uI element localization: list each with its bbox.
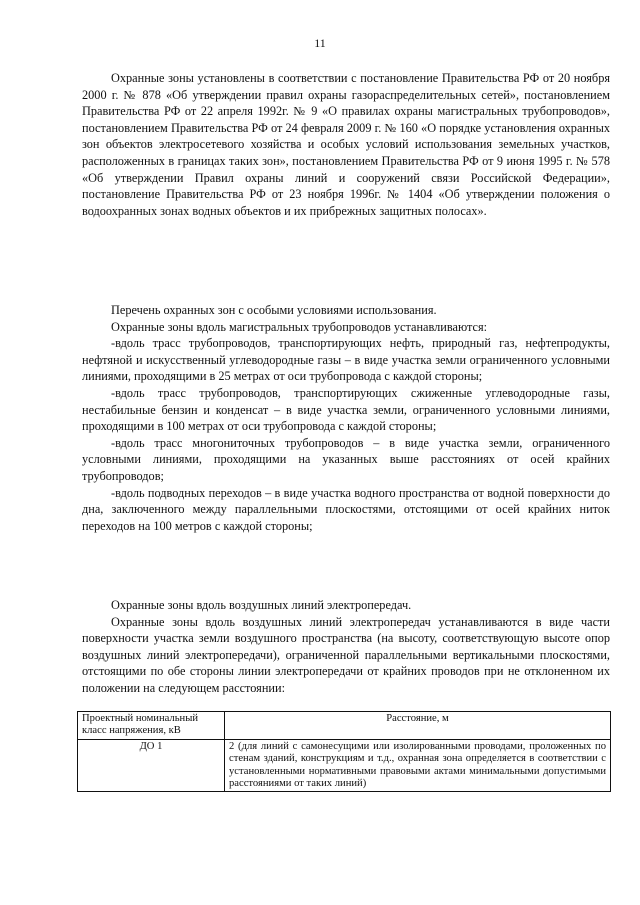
cell-voltage-class: ДО 1	[78, 739, 225, 792]
header-distance: Расстояние, м	[225, 712, 611, 740]
pipeline-zone-item: -вдоль трасс многониточных трубопроводов – в виде участка земли, ограниченного условными линиями, проходящими на указанных выше расстояниях от осей крайних трубопроводов;	[82, 435, 610, 483]
zones-list-heading: Перечень охранных зон с особыми условиями использования.	[111, 303, 437, 317]
legal-basis-paragraph: Охранные зоны установлены в соответствии с постановление Правительства РФ от 20 ноября 2000 г. № 878 «Об утверждении правил охраны газораспределительных сетей», постановлением Правительства РФ от 22 апреля 1992г. № 9 «О правилах охраны магистральных трубопроводов», постановлением Правительства РФ от 24 февраля 2009 г. № 160 «О порядке установления охранных зон объектов электросетевого хозяйства и особых условий использования земельных участков, расположенных в границах таких зон», постановлением Правительства РФ от 9 июня 1995 г. № 578 «Об утверждении Правил охраны линий и сооружений связи Российской Федерации», постановление Правительства РФ от 23 ноября 1996г. № 1404 «Об утверждении положения о водоохранных зонах водных объектов и их прибрежных защитных полосах».	[82, 71, 610, 218]
page-number: 11	[314, 36, 326, 50]
cell-distance: 2 (для линий с самонесущими или изолированными проводами, проложенных по стенам зданий, конструкциям и т.д., охранная зона определяется в соответствии с установленными нормативными правовыми актами минимальными допустимыми расстояниями от таких линий)	[225, 739, 611, 792]
pipeline-zones-intro: Охранные зоны вдоль магистральных трубопроводов устанавливаются:	[111, 319, 488, 334]
power-line-zones-section	[82, 597, 610, 697]
header-voltage-class: Проектный номинальный класс напряжения, кВ	[78, 712, 225, 740]
table-row	[78, 739, 611, 792]
distance-table	[77, 711, 611, 792]
pipeline-zone-item: -вдоль трасс трубопроводов, транспортирующих нефть, природный газ, нефтепродукты, нефтяной и искусственный углеводородные газы – в виде участка земли ограниченного условными линиями, проходящими в 25 метрах от оси трубопровода с каждой стороны;	[82, 336, 610, 384]
table-header-row	[78, 712, 611, 740]
pipeline-zone-item: -вдоль подводных переходов – в виде участка водного пространства от водной поверхности до дна, заключенного между параллельными плоскостями, отстоящими от осей крайних ниток переходов на 100 метров с каждой стороны;	[82, 485, 610, 533]
pipeline-zones-section	[82, 302, 610, 534]
power-line-zones-heading: Охранные зоны вдоль воздушных линий электропередач.	[111, 598, 412, 612]
legal-basis-section	[82, 70, 610, 219]
power-line-zones-paragraph: Охранные зоны вдоль воздушных линий электропередач устанавливаются в виде части поверхности участка земли воздушного пространства (на высоту, соответствующую высоте опор воздушных линий электропередачи), ограниченной параллельными вертикальными плоскостями, отстоящими по обе стороны линии электропередачи от крайних проводов при не отклоненном их положении на следующем расстоянии:	[82, 614, 610, 695]
pipeline-zone-item: -вдоль трасс трубопроводов, транспортирующих сжиженные углеводородные газы, нестабильные бензин и конденсат – в виде участка земли, ограниченного условными линиями, проходящими в 100 метрах от оси трубопровода с каждой стороны;	[82, 385, 610, 434]
